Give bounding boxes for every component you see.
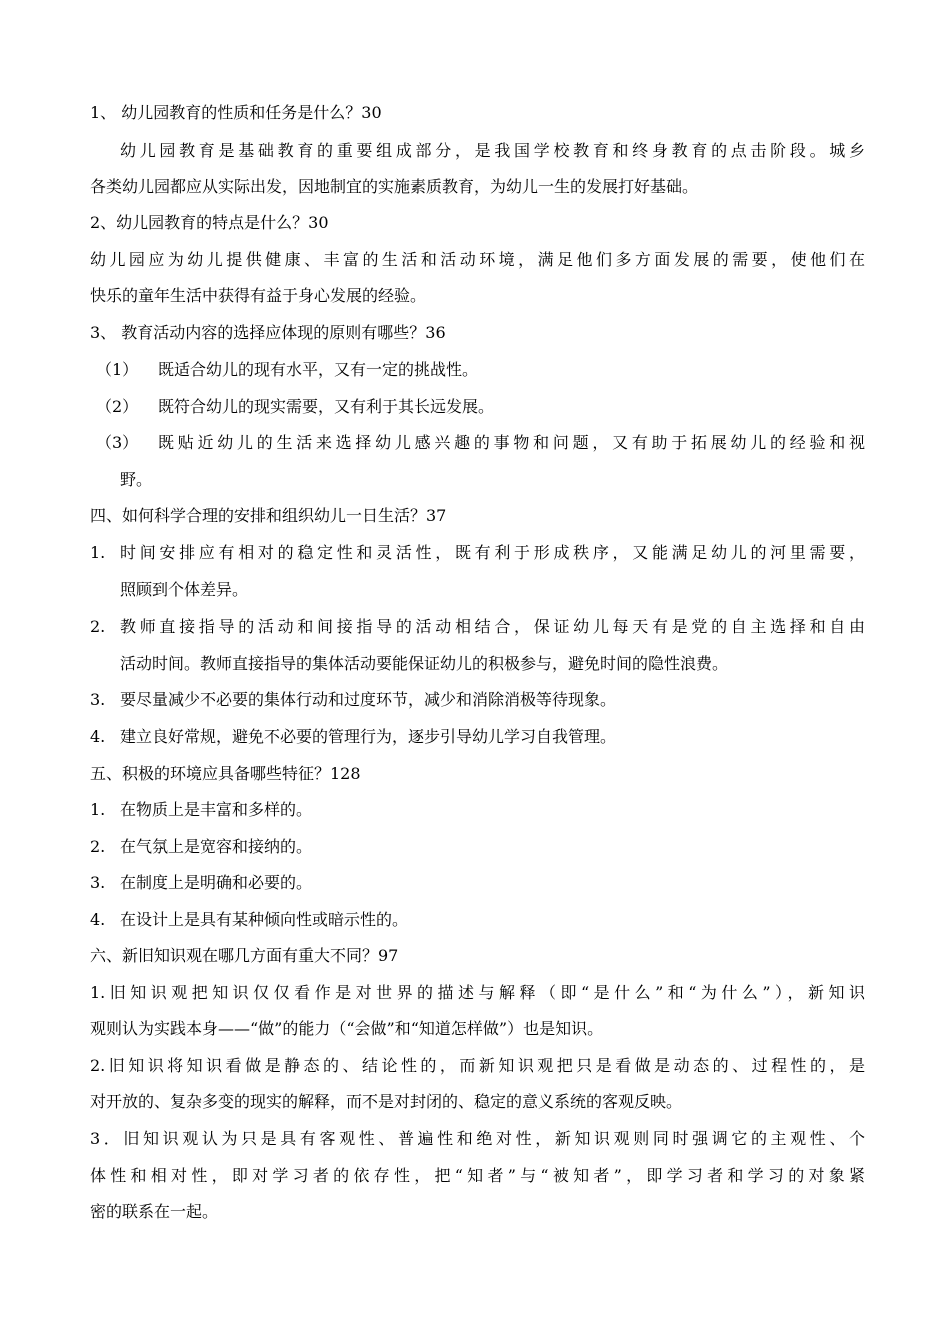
section-6-paragraph-line-2: 观则认为实践本身——“做”的能力（“会做”和“知道怎样做”）也是知识。: [90, 1019, 604, 1038]
list-item-number: 1.: [90, 543, 106, 562]
section-2-paragraph-line-2: 快乐的童年生活中获得有益于身心发展的经验。: [90, 286, 427, 305]
section-1-paragraph-line-2: 各类幼儿园都应从实际出发，因地制宜的实施素质教育，为幼儿一生的发展打好基础。: [90, 177, 699, 196]
list-item-number: （1）: [96, 360, 139, 379]
list-item-text: 在设计上是具有某种倾向性或暗示性的。: [120, 910, 409, 929]
list-item-text: 要尽量减少不必要的集体行动和过度环节，减少和消除消极等待现象。: [120, 690, 617, 709]
section-3-title: 3、 教育活动内容的选择应体现的原则有哪些？36: [90, 323, 446, 342]
list-item-number: （3）: [96, 433, 139, 452]
list-item-text: 既符合幼儿的现实需要，又有利于其长远发展。: [158, 397, 495, 416]
list-item-number: 1.: [90, 800, 106, 819]
list-item-number: 4.: [90, 910, 106, 929]
list-item-text: 建立良好常规，避免不必要的管理行为，逐步引导幼儿学习自我管理。: [120, 727, 617, 746]
section-6-paragraph-line-6: 体性和相对性，即对学习者的依存性，把“知者”与“被知者”，即学习者和学习的对象紧: [90, 1166, 865, 1185]
list-item-text: 既适合幼儿的现有水平，又有一定的挑战性。: [158, 360, 479, 379]
section-6-paragraph-line-4: 对开放的、复杂多变的现实的解释，而不是对封闭的、稳定的意义系统的客观反映。: [90, 1092, 683, 1111]
list-item-text-continued: 活动时间。教师直接指导的集体活动要能保证幼儿的积极参与，避免时间的隐性浪费。: [120, 654, 729, 673]
list-item-text: 既贴近幼儿的生活来选择幼儿感兴趣的事物和问题，又有助于拓展幼儿的经验和视: [158, 433, 865, 452]
section-4-title: 四、如何科学合理的安排和组织幼儿一日生活？37: [90, 506, 447, 525]
list-item-number: 2.: [90, 617, 106, 636]
list-item-number: 2.: [90, 837, 106, 856]
section-5-title: 五、积极的环境应具备哪些特征？128: [90, 764, 361, 783]
list-item-number: （2）: [96, 397, 139, 416]
section-6-paragraph-line-7: 密的联系在一起。: [90, 1202, 219, 1221]
list-item-text: 教师直接指导的活动和间接指导的活动相结合，保证幼儿每天有是党的自主选择和自由: [120, 617, 865, 636]
list-item-text: 在制度上是明确和必要的。: [120, 873, 313, 892]
section-1-title: 1、 幼儿园教育的性质和任务是什么？30: [90, 103, 382, 122]
list-item-text-continued: 野。: [120, 470, 153, 489]
section-6-paragraph-line-3: 2.旧知识将知识看做是静态的、结论性的，而新知识观把只是看做是动态的、过程性的，是: [90, 1056, 865, 1075]
list-item-text: 时间安排应有相对的稳定性和灵活性，既有利于形成秩序，又能满足幼儿的河里需要，: [120, 543, 865, 562]
section-6-title: 六、新旧知识观在哪几方面有重大不同？97: [90, 946, 399, 965]
section-6-paragraph-line-1: 1.旧知识观把知识仅仅看作是对世界的描述与解释（即“是什么”和“为什么”），新知识: [90, 983, 865, 1002]
list-item-number: 3.: [90, 690, 106, 709]
list-item-text: 在物质上是丰富和多样的。: [120, 800, 313, 819]
list-item-number: 3.: [90, 873, 106, 892]
list-item-text: 在气氛上是宽容和接纳的。: [120, 837, 313, 856]
list-item-number: 4.: [90, 727, 106, 746]
section-6-paragraph-line-5: 3．旧知识观认为只是具有客观性、普遍性和绝对性，新知识观则同时强调它的主观性、个: [90, 1129, 865, 1148]
section-2-title: 2、幼儿园教育的特点是什么？30: [90, 213, 329, 232]
section-2-paragraph-line-1: 幼儿园应为幼儿提供健康、丰富的生活和活动环境，满足他们多方面发展的需要，使他们在: [90, 250, 865, 269]
list-item-text-continued: 照顾到个体差异。: [120, 580, 249, 599]
section-1-paragraph-line-1: 幼儿园教育是基础教育的重要组成部分，是我国学校教育和终身教育的点击阶段。城乡: [120, 141, 865, 160]
